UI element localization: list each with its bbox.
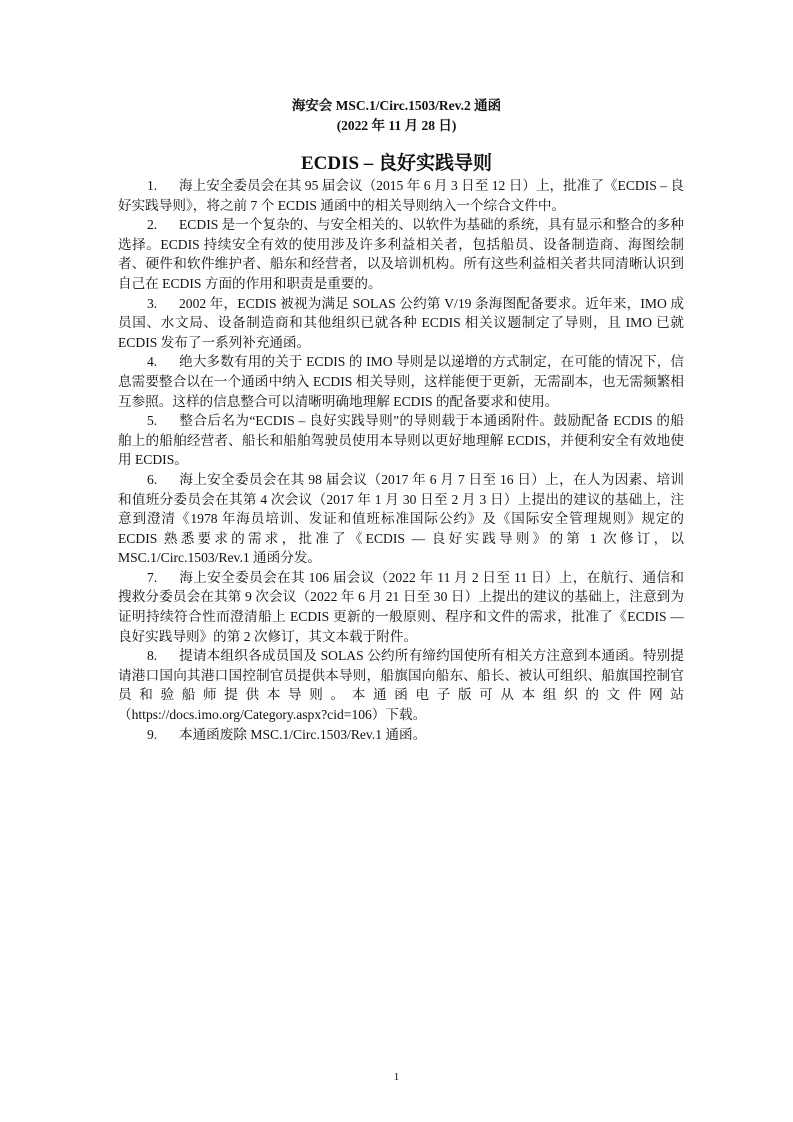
paragraph-2 [118,215,684,293]
paragraph-number: 4. [147,354,158,370]
circular-date: (2022 年 11 月 28 日) [336,118,457,133]
paragraph-number: 9. [147,726,158,742]
paragraph-4 [118,352,684,411]
paragraph-text: 绝大多数有用的关于 ECDIS 的 IMO 导则是以递增的方式制定，在可能的情况下，信息需要整合以在一个通函中纳入 ECDIS 相关导则，这样能便于更新，无需副本，也无需频繁相互参照。这样的信息整合可以清晰明确地理解 ECDIS 的配备要求和使用。 [118,354,684,409]
paragraph-text: 本通函废除 MSC.1/Circ.1503/Rev.1 通函。 [179,726,427,742]
paragraph-text: 海上安全委员会在其 98 届会议（2017 年 6 月 7 日至 16 日）上，在人为因素、培训和值班分委员会在其第 4 次会议（2017 年 1 月 30 日至 2 月 3 日）上提出的建议的基础上，注意到澄清《1978 年海员培训、发证和值班标准国际公约》及《国际安全管理规则》规定的 ECDIS 熟悉要求的需求，批准了《ECDIS — 良好实践导则》的第 1 次修订，以 MSC.1/Circ.1503/Rev.1 通函分发。 [118,471,684,566]
paragraph-number: 2. [147,217,158,233]
paragraph-text: 海上安全委员会在其 106 届会议（2022 年 11 月 2 日至 11 日）上，在航行、通信和搜救分委员会在其第 9 次会议（2022 年 6 月 21 日至 30 日）上提出的建议的基础上，注意到为证明持续符合性而澄清船上 ECDIS 更新的一般原则、程序和文件的需求，批准了《ECDIS — 良好实践导则》的第 2 次修订，其文本载于附件。 [118,569,684,644]
page-number: 1 [393,1071,400,1083]
document-title: ECDIS – 良好实践导则 [300,153,493,174]
document-body [118,176,684,744]
paragraph-number: 5. [147,413,158,429]
paragraph-8 [118,646,684,724]
circular-reference: 海安会 MSC.1/Circ.1503/Rev.2 通函 [291,98,502,113]
paragraph-5 [118,411,684,470]
paragraph-6 [118,470,684,568]
paragraph-text: 海上安全委员会在其 95 届会议（2015 年 6 月 3 日至 12 日）上，批准了《ECDIS – 良好实践导则》，将之前 7 个 ECDIS 通函中的相关导则纳入一个综合文件中。 [118,178,684,213]
paragraph-1 [118,176,684,215]
paragraph-number: 3. [147,295,158,311]
paragraph-3 [118,294,684,353]
paragraph-text: 2002 年，ECDIS 被视为满足 SOLAS 公约第 V/19 条海图配备要求。近年来，IMO 成员国、水文局、设备制造商和其他组织已就各种 ECDIS 相关议题制定了导则，且 IMO 已就 ECDIS 发布了一系列补充通函。 [118,295,684,350]
paragraph-number: 8. [147,648,158,664]
paragraph-text: ECDIS 是一个复杂的、与安全相关的、以软件为基础的系统，具有显示和整合的多种选择。ECDIS 持续安全有效的使用涉及许多利益相关者，包括船员、设备制造商、海图绘制者、硬件和软件维护者、船东和经营者，以及培训机构。所有这些利益相关者共同清晰认识到自己在 ECDIS 方面的作用和职责是重要的。 [118,217,684,291]
paragraph-number: 6. [147,471,158,487]
paragraph-7 [118,568,684,646]
paragraph-number: 1. [147,178,158,193]
paragraph-number: 7. [147,569,158,585]
paragraph-9 [118,725,684,745]
paragraph-text: 整合后名为“ECDIS – 良好实践导则”的导则载于本通函附件。鼓励配备 ECDIS 的船舶上的船舶经营者、船长和船舶驾驶员使用本导则以更好地理解 ECDIS，并便利安全有效地使用 ECDIS。 [118,413,684,468]
paragraph-text: 提请本组织各成员国及 SOLAS 公约所有缔约国使所有相关方注意到本通函。特别提请港口国向其港口国控制官员提供本导则，船旗国向船东、船长、被认可组织、船旗国控制官员和验船师提供本导则。本通函电子版可从本组织的文件网站（https://docs.imo.org/Category.aspx?cid=106）下载。 [118,648,684,723]
